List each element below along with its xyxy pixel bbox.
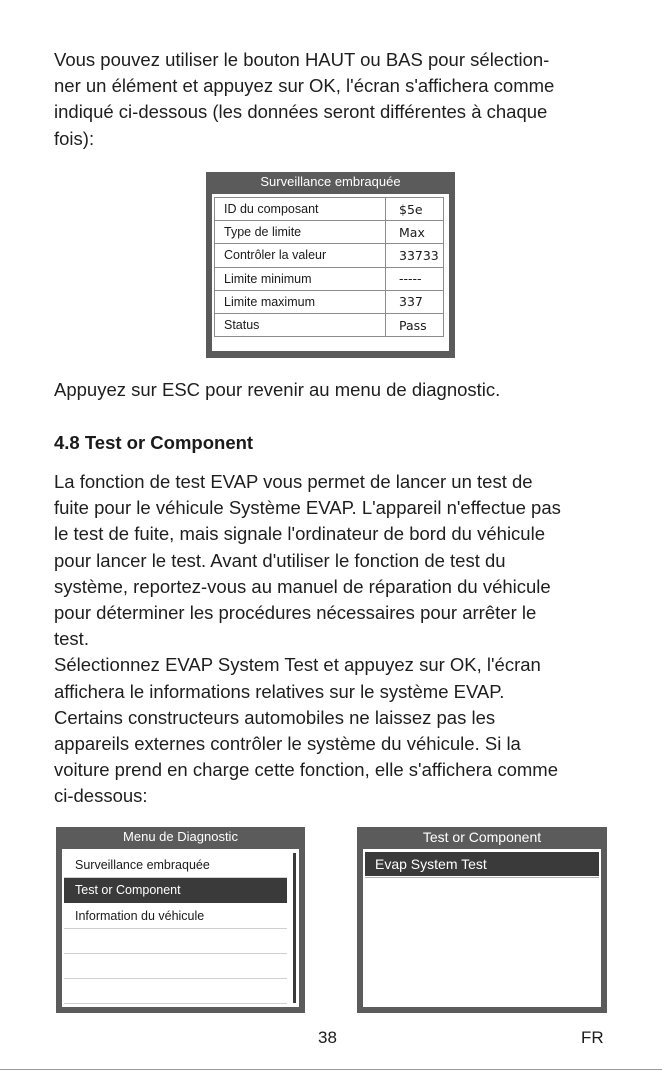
menu-item-clutch-monitor[interactable]: Surveillance embraquée (64, 853, 287, 878)
row-label: Limite maximum (215, 290, 386, 313)
table-row (215, 221, 444, 244)
row-label: Contrôler la valeur (215, 244, 386, 267)
row-label: Status (215, 313, 386, 336)
text-line: ci-dessous: (54, 785, 148, 807)
row-value: Pass (386, 313, 444, 336)
text-line: Vous pouvez utiliser le bouton HAUT ou BAS pour sélection- (54, 49, 550, 70)
diagnostic-menu-screen (56, 827, 305, 1013)
text-line: pour déterminer les procédures nécessaires pour arrêter le (54, 602, 537, 624)
text-line: appareils externes contrôler le système du véhicule. Si la (54, 733, 521, 755)
scrollbar[interactable] (293, 853, 296, 1003)
text-line: Sélectionnez EVAP System Test et appuyez sur OK, l'écran (54, 654, 541, 676)
text-line: La fonction de test EVAP vous permet de lancer un test de (54, 471, 533, 492)
table-row (215, 244, 444, 267)
table-row (215, 290, 444, 313)
text-line: ner un élément et appuyez sur OK, l'écran s'affichera comme (54, 75, 555, 97)
intro-paragraph (54, 47, 614, 152)
text-line: Appuyez sur ESC pour revenir au menu de diagnostic. (54, 379, 501, 400)
language-code: FR (581, 1028, 604, 1047)
row-value: Max (386, 221, 444, 244)
menu-item-vehicle-info[interactable]: Information du véhicule (64, 904, 287, 929)
text-line: pour lancer le test. Avant d'utiliser le fonction de test du (54, 549, 506, 571)
table-row (215, 313, 444, 336)
text-line: fuite pour le véhicule Système EVAP. L'appareil n'effectue pas (54, 497, 561, 519)
table-row (215, 198, 444, 221)
row-value: $5e (386, 198, 444, 221)
row-value: 33733 (386, 244, 444, 267)
screen-title: Test or Component (422, 829, 542, 845)
page-number: 38 (318, 1028, 337, 1047)
section-heading: 4.8 Test or Component (54, 432, 254, 453)
row-label: Limite minimum (215, 267, 386, 290)
text-line: système, reportez-vous au manuel de réparation du véhicule (54, 575, 551, 597)
row-label: ID du composant (215, 198, 386, 221)
text-line: voiture prend en charge cette fonction, elle s'affichera comme (54, 759, 558, 781)
section-paragraph (54, 469, 614, 810)
row-value: ----- (386, 267, 444, 290)
menu-item-empty (64, 954, 287, 979)
menu-item-empty (64, 929, 287, 954)
text-line: le test de fuite, mais signale l'ordinateur de bord du véhicule (54, 523, 545, 545)
table-row (215, 267, 444, 290)
esc-note (54, 377, 614, 403)
screen-title: Menu de Diagnostic (123, 829, 238, 844)
evap-system-test-item[interactable]: Evap System Test (365, 852, 599, 876)
text-line: Certains constructeurs automobiles ne laissez pas les (54, 706, 496, 728)
row-label: Type de limite (215, 221, 386, 244)
text-line: fois): (54, 127, 95, 149)
text-line: test. (54, 628, 89, 650)
text-line: indiqué ci-dessous (les données seront différentes à chaque (54, 101, 548, 123)
screen-body (363, 849, 601, 1007)
footer-divider (0, 1069, 662, 1070)
row-value: 337 (386, 290, 444, 313)
monitor-data-table (214, 197, 444, 337)
screen-body (62, 849, 299, 1007)
text-line: affichera le informations relatives sur le système EVAP. (54, 680, 505, 702)
test-component-screen (357, 827, 607, 1013)
menu-item-empty (64, 979, 287, 1004)
clutch-monitor-screen (206, 172, 455, 358)
screen-title: Surveillance embraquée (260, 174, 401, 189)
menu-item-test-component[interactable]: Test or Component (64, 878, 287, 903)
divider (365, 877, 599, 878)
screen-body (212, 194, 449, 351)
